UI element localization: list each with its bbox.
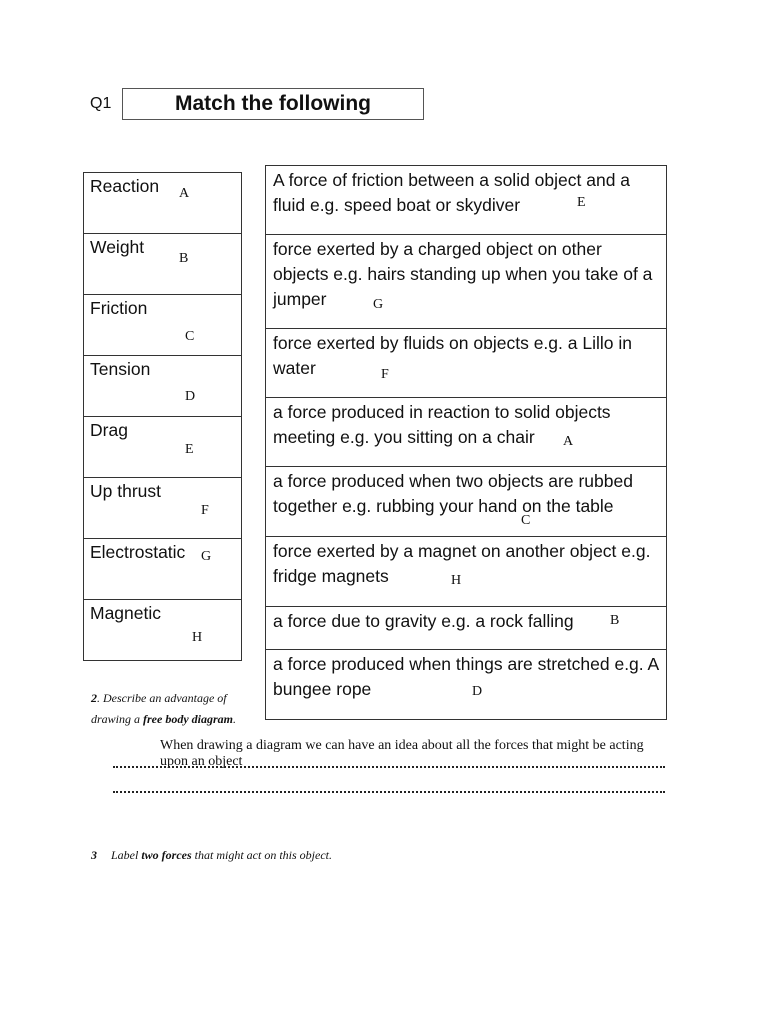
- term-cell: [84, 600, 242, 661]
- term-cell: [84, 539, 242, 600]
- question-2-prompt: [91, 688, 266, 730]
- table-row: [84, 234, 242, 295]
- page-title: Match the following: [122, 88, 424, 120]
- definition-cell: [266, 650, 667, 720]
- term-cell: [84, 173, 242, 234]
- question-text-end: that might act on this object.: [191, 848, 332, 862]
- table-row: [266, 467, 667, 537]
- table-row: [266, 650, 667, 720]
- definition-cell: [266, 607, 667, 650]
- question-number: 2: [91, 691, 97, 705]
- term-cell: [84, 417, 242, 478]
- answer-letter: C: [521, 513, 531, 528]
- answer-letter: E: [577, 195, 586, 210]
- term-label: Tension: [90, 359, 151, 379]
- term-letter: G: [201, 549, 212, 564]
- answer-line: [113, 766, 665, 768]
- emphasis-text: two forces: [141, 848, 192, 862]
- term-label: Drag: [90, 420, 128, 440]
- term-cell: [84, 356, 242, 417]
- table-row: [266, 235, 667, 329]
- definition-cell: [266, 467, 667, 537]
- term-letter: B: [179, 251, 189, 266]
- answer-letter: F: [381, 367, 389, 382]
- question-3-prompt: [91, 848, 332, 863]
- definitions-table: [265, 165, 667, 720]
- answer-letter: B: [610, 613, 620, 628]
- table-row: [266, 329, 667, 398]
- answer-letter: G: [373, 297, 384, 312]
- term-letter: E: [185, 442, 194, 457]
- definition-text: force exerted by a magnet on another object e.g. fridge magnets: [273, 541, 651, 586]
- answer-line: [113, 791, 665, 793]
- definition-cell: [266, 398, 667, 467]
- definition-text: A force of friction between a solid object and a fluid e.g. speed boat or skydiver: [273, 170, 631, 215]
- definition-text: force exerted by a charged object on other objects e.g. hairs standing up when you take of a jumper: [273, 239, 653, 309]
- table-row: [84, 478, 242, 539]
- term-label: Up thrust: [90, 481, 161, 501]
- terms-table: [83, 172, 242, 661]
- term-cell: [84, 295, 242, 356]
- table-row: [84, 295, 242, 356]
- table-row: [84, 356, 242, 417]
- term-label: Friction: [90, 298, 148, 318]
- answer-letter: H: [451, 573, 462, 588]
- question-text: . Describe an advantage of drawing a: [91, 691, 227, 726]
- table-row: [266, 607, 667, 650]
- term-letter: A: [179, 186, 190, 201]
- table-row: [266, 166, 667, 235]
- question-number: Q1: [90, 95, 112, 112]
- question-number: 3: [91, 848, 97, 862]
- term-letter: F: [201, 503, 209, 518]
- written-answer: When drawing a diagram we can have an idea about all the forces that might be acting upon an object: [160, 738, 644, 769]
- term-label: Electrostatic: [90, 542, 186, 562]
- question-text-end: .: [233, 712, 236, 726]
- definition-text: force exerted by fluids on objects e.g. a Lillo in water: [273, 333, 632, 378]
- term-letter: C: [185, 329, 195, 344]
- term-label: Weight: [90, 237, 145, 257]
- question-text: Label: [111, 848, 142, 862]
- definition-cell: [266, 166, 667, 235]
- term-letter: D: [185, 389, 196, 404]
- definition-text: a force produced when two objects are rubbed together e.g. rubbing your hand on the table: [273, 471, 633, 516]
- definition-cell: [266, 329, 667, 398]
- table-row: [84, 539, 242, 600]
- table-row: [266, 537, 667, 607]
- table-row: [84, 600, 242, 661]
- table-row: [84, 417, 242, 478]
- definition-cell: [266, 235, 667, 329]
- emphasis-text: free body diagram: [143, 712, 233, 726]
- term-cell: [84, 234, 242, 295]
- definition-text: a force produced in reaction to solid objects meeting e.g. you sitting on a chair: [273, 402, 611, 447]
- table-row: [84, 173, 242, 234]
- term-label: Magnetic: [90, 603, 162, 623]
- definition-cell: [266, 537, 667, 607]
- term-letter: H: [192, 630, 203, 645]
- definition-text: a force due to gravity e.g. a rock falling: [273, 611, 574, 631]
- answer-letter: A: [563, 434, 574, 449]
- definition-text: a force produced when things are stretched e.g. A bungee rope: [273, 654, 659, 699]
- table-row: [266, 398, 667, 467]
- answer-letter: D: [472, 684, 483, 699]
- term-label: Reaction: [90, 176, 160, 196]
- term-cell: [84, 478, 242, 539]
